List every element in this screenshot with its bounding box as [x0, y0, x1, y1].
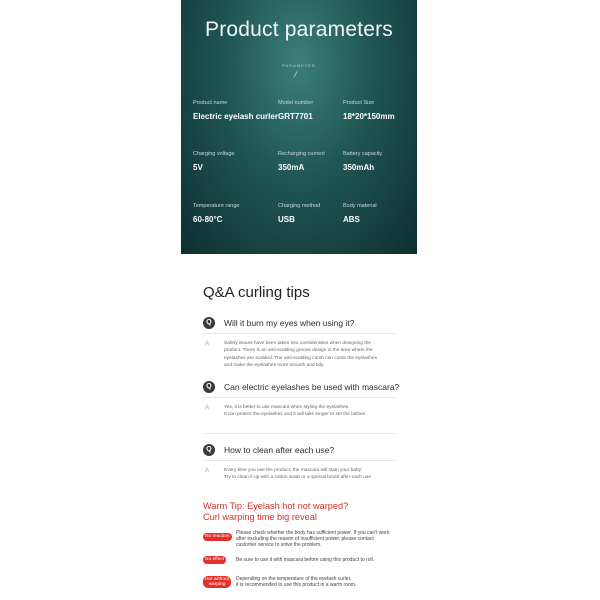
param-value: 5V — [193, 163, 203, 172]
parameters-title: Product parameters — [204, 18, 394, 41]
question-text: Will it burn my eyes when using it? — [224, 318, 355, 328]
param-body-material — [343, 202, 413, 224]
param-label: Product name — [193, 100, 228, 106]
warm-tip-line: Curl warping time big reveal — [203, 512, 317, 522]
answer-icon: A — [205, 341, 210, 347]
tip-line: Be sure to use it with mascara before using this product to roll. — [236, 557, 375, 563]
param-label: Model number — [278, 100, 314, 106]
answer-line: and make the eyelashes more smooth and tidy. — [224, 362, 325, 368]
question-icon: Q — [203, 317, 215, 329]
divider — [203, 397, 397, 398]
answer-icon: A — [205, 468, 210, 474]
param-value: 350mA — [278, 163, 305, 172]
answer-text — [224, 467, 409, 482]
param-label: Temperature range — [193, 203, 240, 209]
tip-tag-no-effect: No effect — [205, 557, 225, 562]
tip-line: after excluding the reason of insufficient power, please contact — [236, 536, 374, 543]
product-parameters-panel — [181, 0, 417, 254]
warm-tip-line: Warm Tip: Eyelash hot not warped? — [203, 501, 349, 511]
answer-line: It can protect the eyelashes and it will take longer to set the lashes. — [224, 412, 367, 418]
answer-icon: A — [205, 405, 210, 411]
qa-section-title: Q&A curling tips — [203, 284, 310, 301]
param-label: Body material — [343, 203, 377, 209]
answer-text — [224, 340, 409, 369]
param-label: Charging method — [278, 203, 321, 209]
decorative-slash — [293, 71, 297, 78]
param-value: GRT7701 — [278, 112, 313, 121]
answer-line: eyelashes are scalded. The anti-scalding comb can comb the eyelashes — [224, 355, 377, 361]
param-label: Product Size — [343, 100, 375, 106]
tip-line: customer service to solve the problem. — [236, 542, 322, 549]
param-charging-method — [278, 202, 348, 224]
tag-line: Hot without — [205, 577, 229, 582]
question-icon: Q — [203, 444, 215, 456]
param-value: Electric eyelash curler — [193, 112, 278, 121]
param-recharging-current — [278, 150, 348, 172]
param-model-number — [278, 99, 348, 121]
param-value: 60-80°C — [193, 215, 223, 224]
param-value: ABS — [343, 215, 360, 224]
param-label: Recharging current — [278, 151, 325, 157]
param-label: Battery capacity — [343, 151, 383, 157]
tip-tag-no-reaction: No reaction — [205, 534, 230, 539]
param-charging-voltage — [193, 150, 263, 172]
answer-line: Every time you use the product, the mascara will stain your baby; — [224, 468, 363, 473]
answer-line: product. There is an anti-scalding groove design in the area where the — [224, 348, 373, 354]
question-text: Can electric eyelashes be used with mascara? — [224, 382, 400, 392]
question-icon: Q — [203, 381, 215, 393]
answer-line: Yes, it is better to use mascara when styling the eyelashes. — [224, 405, 350, 410]
tip-line: Depending on the temperature of the eyelash curler, — [236, 576, 352, 582]
tip-line: it is recommended to use this product in a warm room. — [236, 582, 357, 589]
param-value: 350mAh — [343, 163, 375, 172]
tip-tag-hot-without-warping — [203, 576, 231, 588]
tip-text — [236, 576, 356, 588]
param-battery-capacity — [343, 150, 413, 172]
divider — [203, 433, 397, 434]
tip-line: Please check whether the body has sufficient power. If you can't work — [236, 530, 390, 536]
tag-line: warping — [208, 582, 226, 587]
param-value: USB — [278, 215, 295, 224]
param-temperature-range — [193, 202, 263, 224]
answer-line: Safety issues have been taken into consideration when designing the — [224, 341, 371, 346]
question-text: How to clean after each use? — [224, 445, 335, 455]
divider — [203, 460, 397, 461]
tip-text — [236, 557, 374, 563]
answer-text — [224, 404, 409, 419]
param-value: 18*20*150mm — [343, 112, 395, 121]
param-label: Charging voltage — [193, 151, 235, 157]
tip-text — [236, 530, 389, 549]
answer-line: Try to clean it up with a cotton swab or a special brush after each use — [224, 475, 372, 481]
param-product-size — [343, 99, 413, 121]
divider — [203, 333, 397, 334]
parameters-subtitle: PARAMETER — [282, 63, 316, 68]
param-product-name — [193, 99, 278, 121]
warm-tip-heading — [203, 501, 348, 523]
